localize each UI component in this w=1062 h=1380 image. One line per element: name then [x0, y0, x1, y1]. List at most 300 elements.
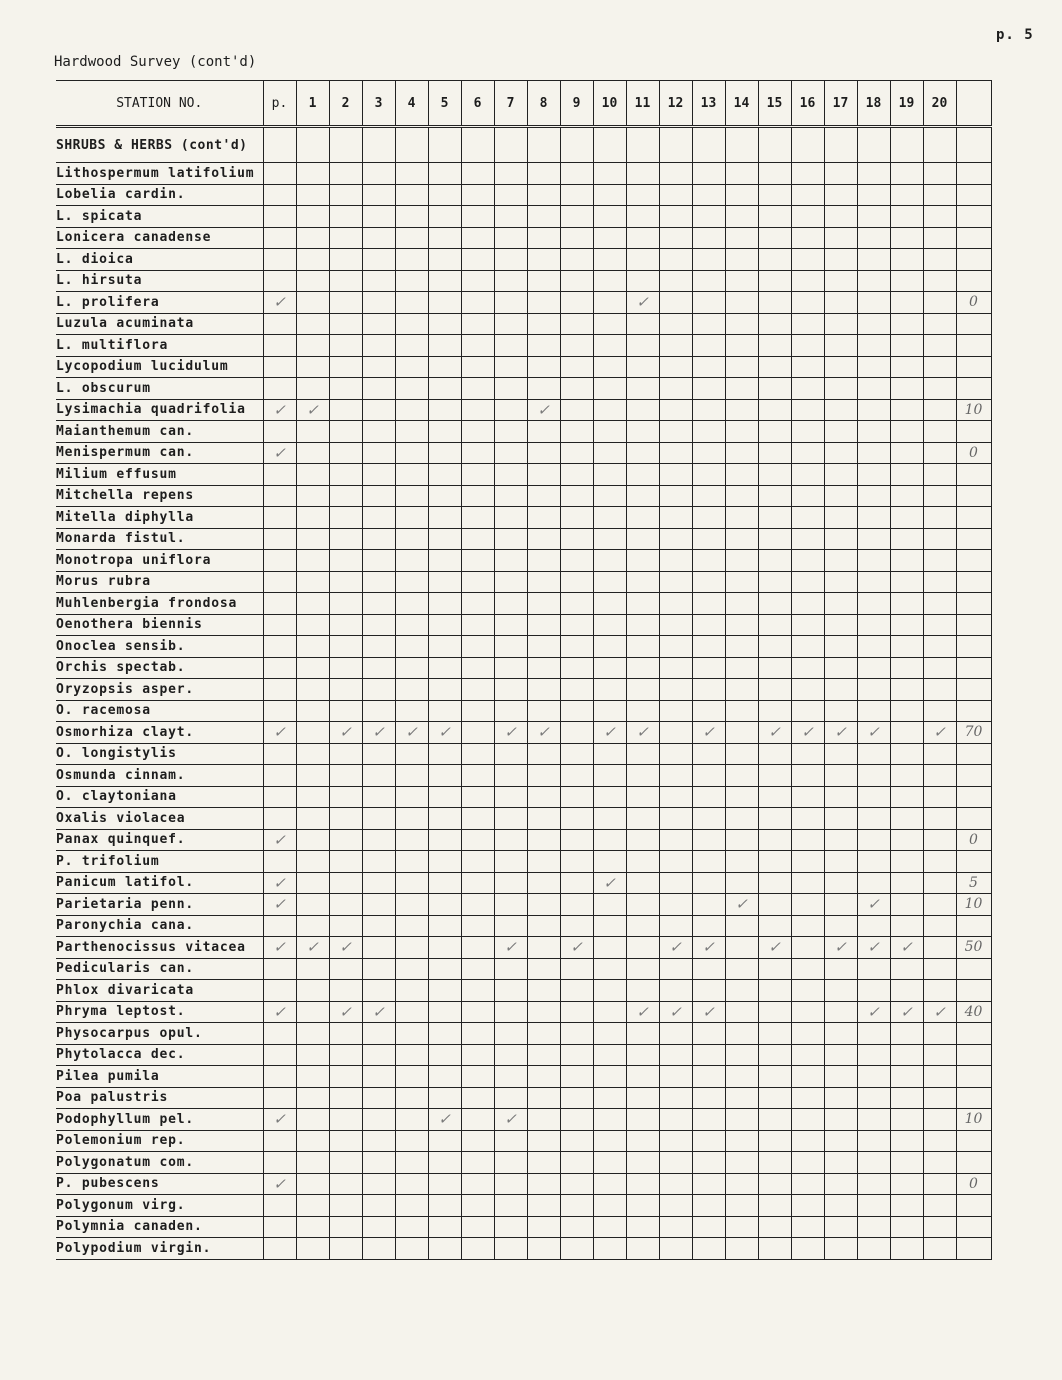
table-cell: [263, 507, 296, 529]
species-name: Polygonum virg.: [56, 1195, 263, 1217]
table-cell: [692, 1087, 725, 1109]
table-cell: [263, 614, 296, 636]
table-cell: [758, 1173, 791, 1195]
table-cell: [329, 442, 362, 464]
total-cell: 0: [956, 442, 991, 464]
table-row: [56, 485, 991, 507]
table-cell: [428, 937, 461, 959]
table-cell: [824, 808, 857, 830]
table-cell: [461, 507, 494, 529]
table-cell: [659, 1238, 692, 1260]
table-cell: [890, 485, 923, 507]
table-cell: [527, 1238, 560, 1260]
table-cell: [395, 1087, 428, 1109]
table-cell: [296, 378, 329, 400]
table-cell: [263, 313, 296, 335]
table-cell: [890, 786, 923, 808]
table-cell: [725, 550, 758, 572]
table-cell: [626, 958, 659, 980]
table-cell: [527, 657, 560, 679]
column-header: 19: [890, 81, 923, 127]
table-cell: [461, 485, 494, 507]
table-cell: [857, 507, 890, 529]
total-cell: [956, 743, 991, 765]
table-cell: [362, 1173, 395, 1195]
table-cell: [461, 442, 494, 464]
species-name: Maianthemum can.: [56, 421, 263, 443]
table-cell: [593, 1152, 626, 1174]
table-cell: [923, 127, 956, 163]
table-cell: [494, 593, 527, 615]
species-name: Podophyllum pel.: [56, 1109, 263, 1131]
table-cell: [890, 1066, 923, 1088]
table-cell: [593, 1023, 626, 1045]
table-cell: [923, 894, 956, 916]
table-cell: [395, 292, 428, 314]
table-cell: [758, 184, 791, 206]
table-cell: [692, 335, 725, 357]
table-cell: [923, 636, 956, 658]
table-cell: [725, 335, 758, 357]
table-cell: [461, 163, 494, 185]
table-cell: [263, 335, 296, 357]
table-cell: [395, 679, 428, 701]
table-cell: [263, 206, 296, 228]
total-cell: 50: [956, 937, 991, 959]
table-row: [56, 636, 991, 658]
table-cell: [758, 528, 791, 550]
table-cell: [329, 1087, 362, 1109]
table-cell: [362, 808, 395, 830]
table-cell: [329, 915, 362, 937]
column-header: 13: [692, 81, 725, 127]
table-cell: [296, 335, 329, 357]
table-cell: [362, 765, 395, 787]
table-cell: [593, 206, 626, 228]
table-cell: [461, 127, 494, 163]
table-cell: [296, 528, 329, 550]
table-cell: [725, 507, 758, 529]
table-cell: [758, 636, 791, 658]
column-header: 16: [791, 81, 824, 127]
table-cell: [296, 571, 329, 593]
table-cell: [626, 636, 659, 658]
table-cell: [395, 894, 428, 916]
table-row: [56, 1238, 991, 1260]
table-cell: [527, 1152, 560, 1174]
table-cell: [824, 980, 857, 1002]
table-cell: [395, 743, 428, 765]
table-cell: [362, 313, 395, 335]
table-cell: [395, 249, 428, 271]
table-cell: [494, 636, 527, 658]
table-cell: [626, 1216, 659, 1238]
table-cell: [494, 206, 527, 228]
table-cell: [659, 292, 692, 314]
check-mark: ✓: [263, 399, 296, 421]
table-cell: [923, 550, 956, 572]
table-cell: [461, 679, 494, 701]
table-row: [56, 722, 991, 744]
table-cell: [725, 1238, 758, 1260]
table-cell: [461, 464, 494, 486]
table-cell: [296, 786, 329, 808]
species-name: Pilea pumila: [56, 1066, 263, 1088]
table-cell: [692, 313, 725, 335]
table-cell: [527, 528, 560, 550]
table-cell: [527, 872, 560, 894]
table-cell: [692, 356, 725, 378]
table-cell: [824, 1152, 857, 1174]
table-cell: [593, 851, 626, 873]
table-cell: [593, 743, 626, 765]
table-cell: [428, 679, 461, 701]
table-cell: [362, 206, 395, 228]
table-cell: [329, 528, 362, 550]
table-cell: [461, 1130, 494, 1152]
table-cell: [263, 980, 296, 1002]
table-cell: [263, 743, 296, 765]
table-cell: [296, 227, 329, 249]
table-cell: [626, 507, 659, 529]
table-cell: [395, 1238, 428, 1260]
table-cell: [461, 292, 494, 314]
table-cell: [560, 593, 593, 615]
table-cell: [758, 270, 791, 292]
table-row: [56, 657, 991, 679]
table-row: [56, 378, 991, 400]
table-cell: [527, 980, 560, 1002]
table-cell: [395, 937, 428, 959]
table-cell: [758, 442, 791, 464]
table-cell: [362, 571, 395, 593]
table-cell: [395, 851, 428, 873]
table-row: [56, 786, 991, 808]
table-cell: [329, 808, 362, 830]
table-cell: [494, 808, 527, 830]
table-cell: [824, 915, 857, 937]
table-cell: [296, 163, 329, 185]
check-mark: ✓: [824, 937, 857, 959]
table-cell: [296, 593, 329, 615]
table-cell: [824, 743, 857, 765]
table-cell: [461, 270, 494, 292]
table-cell: [791, 270, 824, 292]
check-mark: ✓: [626, 722, 659, 744]
table-cell: [461, 915, 494, 937]
table-cell: [494, 1130, 527, 1152]
table-cell: [659, 1044, 692, 1066]
table-cell: [923, 1023, 956, 1045]
table-cell: [428, 249, 461, 271]
table-cell: [923, 378, 956, 400]
column-header: 5: [428, 81, 461, 127]
table-cell: [395, 829, 428, 851]
table-cell: [857, 442, 890, 464]
table-cell: [890, 550, 923, 572]
table-cell: [527, 829, 560, 851]
table-cell: [890, 249, 923, 271]
table-cell: [428, 206, 461, 228]
table-cell: [527, 743, 560, 765]
table-cell: [626, 743, 659, 765]
table-cell: [857, 206, 890, 228]
table-cell: [758, 851, 791, 873]
table-row: [56, 292, 991, 314]
check-mark: ✓: [494, 722, 527, 744]
table-cell: [461, 399, 494, 421]
table-cell: [659, 636, 692, 658]
table-cell: [824, 1130, 857, 1152]
table-cell: [626, 1109, 659, 1131]
species-name: P. trifolium: [56, 851, 263, 873]
table-cell: [791, 614, 824, 636]
table-cell: [791, 1152, 824, 1174]
table-cell: [857, 184, 890, 206]
table-cell: [428, 1023, 461, 1045]
table-cell: [560, 829, 593, 851]
table-cell: [692, 657, 725, 679]
table-cell: [560, 485, 593, 507]
table-cell: [395, 184, 428, 206]
table-cell: [758, 1109, 791, 1131]
check-mark: ✓: [494, 1109, 527, 1131]
table-cell: [296, 765, 329, 787]
table-cell: [593, 485, 626, 507]
table-cell: [593, 421, 626, 443]
column-header: 1: [296, 81, 329, 127]
table-cell: [791, 679, 824, 701]
table-cell: [362, 249, 395, 271]
table-cell: [461, 1001, 494, 1023]
table-cell: [395, 507, 428, 529]
table-cell: [461, 937, 494, 959]
table-cell: [560, 980, 593, 1002]
table-cell: [626, 184, 659, 206]
table-cell: [758, 980, 791, 1002]
table-cell: [527, 937, 560, 959]
species-name: Polygonatum com.: [56, 1152, 263, 1174]
table-cell: [758, 958, 791, 980]
table-cell: [527, 464, 560, 486]
table-cell: [791, 765, 824, 787]
total-cell: [956, 270, 991, 292]
document-title: Hardwood Survey (cont'd): [54, 54, 257, 70]
table-cell: [560, 249, 593, 271]
table-cell: [263, 421, 296, 443]
table-cell: [824, 851, 857, 873]
column-header: 2: [329, 81, 362, 127]
table-cell: [791, 163, 824, 185]
table-cell: [329, 507, 362, 529]
table-cell: [593, 227, 626, 249]
table-cell: [395, 765, 428, 787]
table-cell: [527, 915, 560, 937]
total-cell: [956, 1130, 991, 1152]
table-cell: [758, 1023, 791, 1045]
table-cell: [461, 1066, 494, 1088]
table-cell: [362, 127, 395, 163]
table-cell: [890, 1195, 923, 1217]
table-cell: [494, 184, 527, 206]
table-cell: [560, 270, 593, 292]
table-cell: [890, 163, 923, 185]
table-cell: [626, 1087, 659, 1109]
table-cell: [758, 808, 791, 830]
table-cell: [362, 1044, 395, 1066]
table-cell: [296, 915, 329, 937]
table-cell: [824, 163, 857, 185]
table-cell: [758, 378, 791, 400]
table-cell: [824, 421, 857, 443]
table-cell: [428, 1152, 461, 1174]
table-cell: [659, 528, 692, 550]
table-cell: [494, 270, 527, 292]
table-cell: [395, 1044, 428, 1066]
table-cell: [923, 679, 956, 701]
table-cell: [461, 958, 494, 980]
table-cell: [296, 184, 329, 206]
total-cell: [956, 421, 991, 443]
table-cell: [857, 421, 890, 443]
table-cell: [395, 378, 428, 400]
table-cell: [560, 958, 593, 980]
table-cell: [362, 1087, 395, 1109]
table-cell: [527, 765, 560, 787]
table-cell: [560, 335, 593, 357]
table-cell: [329, 786, 362, 808]
table-cell: [395, 421, 428, 443]
table-cell: [593, 378, 626, 400]
table-cell: [296, 679, 329, 701]
table-cell: [428, 399, 461, 421]
table-cell: [791, 700, 824, 722]
total-cell: [956, 1087, 991, 1109]
table-cell: [527, 292, 560, 314]
table-cell: [428, 313, 461, 335]
table-cell: [659, 593, 692, 615]
header-row: [56, 81, 991, 127]
table-cell: [791, 1173, 824, 1195]
table-cell: [791, 1130, 824, 1152]
total-cell: [956, 851, 991, 873]
total-cell: [956, 679, 991, 701]
table-row: [56, 313, 991, 335]
table-cell: [296, 292, 329, 314]
table-row: [56, 1152, 991, 1174]
table-cell: [659, 206, 692, 228]
table-cell: [791, 937, 824, 959]
table-cell: [857, 528, 890, 550]
table-cell: [461, 1173, 494, 1195]
table-cell: [857, 485, 890, 507]
table-cell: [362, 829, 395, 851]
table-cell: [725, 442, 758, 464]
table-cell: [692, 808, 725, 830]
table-cell: [296, 507, 329, 529]
table-cell: [428, 958, 461, 980]
table-cell: [527, 227, 560, 249]
table-cell: [296, 894, 329, 916]
table-cell: [626, 249, 659, 271]
table-cell: [890, 1216, 923, 1238]
table-cell: [296, 421, 329, 443]
table-cell: [659, 313, 692, 335]
table-cell: [626, 1195, 659, 1217]
table-cell: [758, 227, 791, 249]
table-cell: [692, 1130, 725, 1152]
table-cell: [527, 1195, 560, 1217]
table-cell: [461, 808, 494, 830]
table-cell: [461, 786, 494, 808]
table-cell: [263, 163, 296, 185]
table-cell: [626, 700, 659, 722]
table-cell: [263, 765, 296, 787]
table-cell: [395, 808, 428, 830]
table-cell: [395, 571, 428, 593]
table-cell: [923, 1087, 956, 1109]
check-mark: ✓: [362, 722, 395, 744]
table-cell: [329, 1044, 362, 1066]
table-cell: [758, 657, 791, 679]
table-cell: [725, 1216, 758, 1238]
species-name: Panax quinquef.: [56, 829, 263, 851]
table-cell: [263, 485, 296, 507]
table-cell: [923, 1109, 956, 1131]
table-cell: [428, 184, 461, 206]
total-cell: [956, 550, 991, 572]
table-cell: [791, 851, 824, 873]
table-cell: [857, 399, 890, 421]
table-cell: [692, 163, 725, 185]
table-cell: [923, 227, 956, 249]
table-cell: [329, 313, 362, 335]
table-cell: [395, 786, 428, 808]
table-cell: [758, 915, 791, 937]
table-cell: [593, 958, 626, 980]
table-cell: [461, 894, 494, 916]
table-cell: [527, 1216, 560, 1238]
table-cell: [659, 550, 692, 572]
table-cell: [263, 227, 296, 249]
column-header: 14: [725, 81, 758, 127]
table-cell: [428, 163, 461, 185]
table-cell: [857, 378, 890, 400]
table-cell: [824, 507, 857, 529]
table-cell: [395, 980, 428, 1002]
table-cell: [857, 980, 890, 1002]
table-cell: [329, 851, 362, 873]
table-cell: [395, 356, 428, 378]
table-cell: [791, 507, 824, 529]
total-cell: 0: [956, 1173, 991, 1195]
table-cell: [791, 829, 824, 851]
table-cell: [296, 980, 329, 1002]
table-cell: [659, 915, 692, 937]
table-cell: [692, 1195, 725, 1217]
table-cell: [626, 1044, 659, 1066]
table-cell: [692, 1066, 725, 1088]
table-cell: [626, 399, 659, 421]
table-cell: [890, 292, 923, 314]
table-cell: [296, 1087, 329, 1109]
table-cell: [890, 528, 923, 550]
total-cell: [956, 765, 991, 787]
table-cell: [725, 829, 758, 851]
table-cell: [626, 679, 659, 701]
table-cell: [857, 657, 890, 679]
check-mark: ✓: [263, 894, 296, 916]
